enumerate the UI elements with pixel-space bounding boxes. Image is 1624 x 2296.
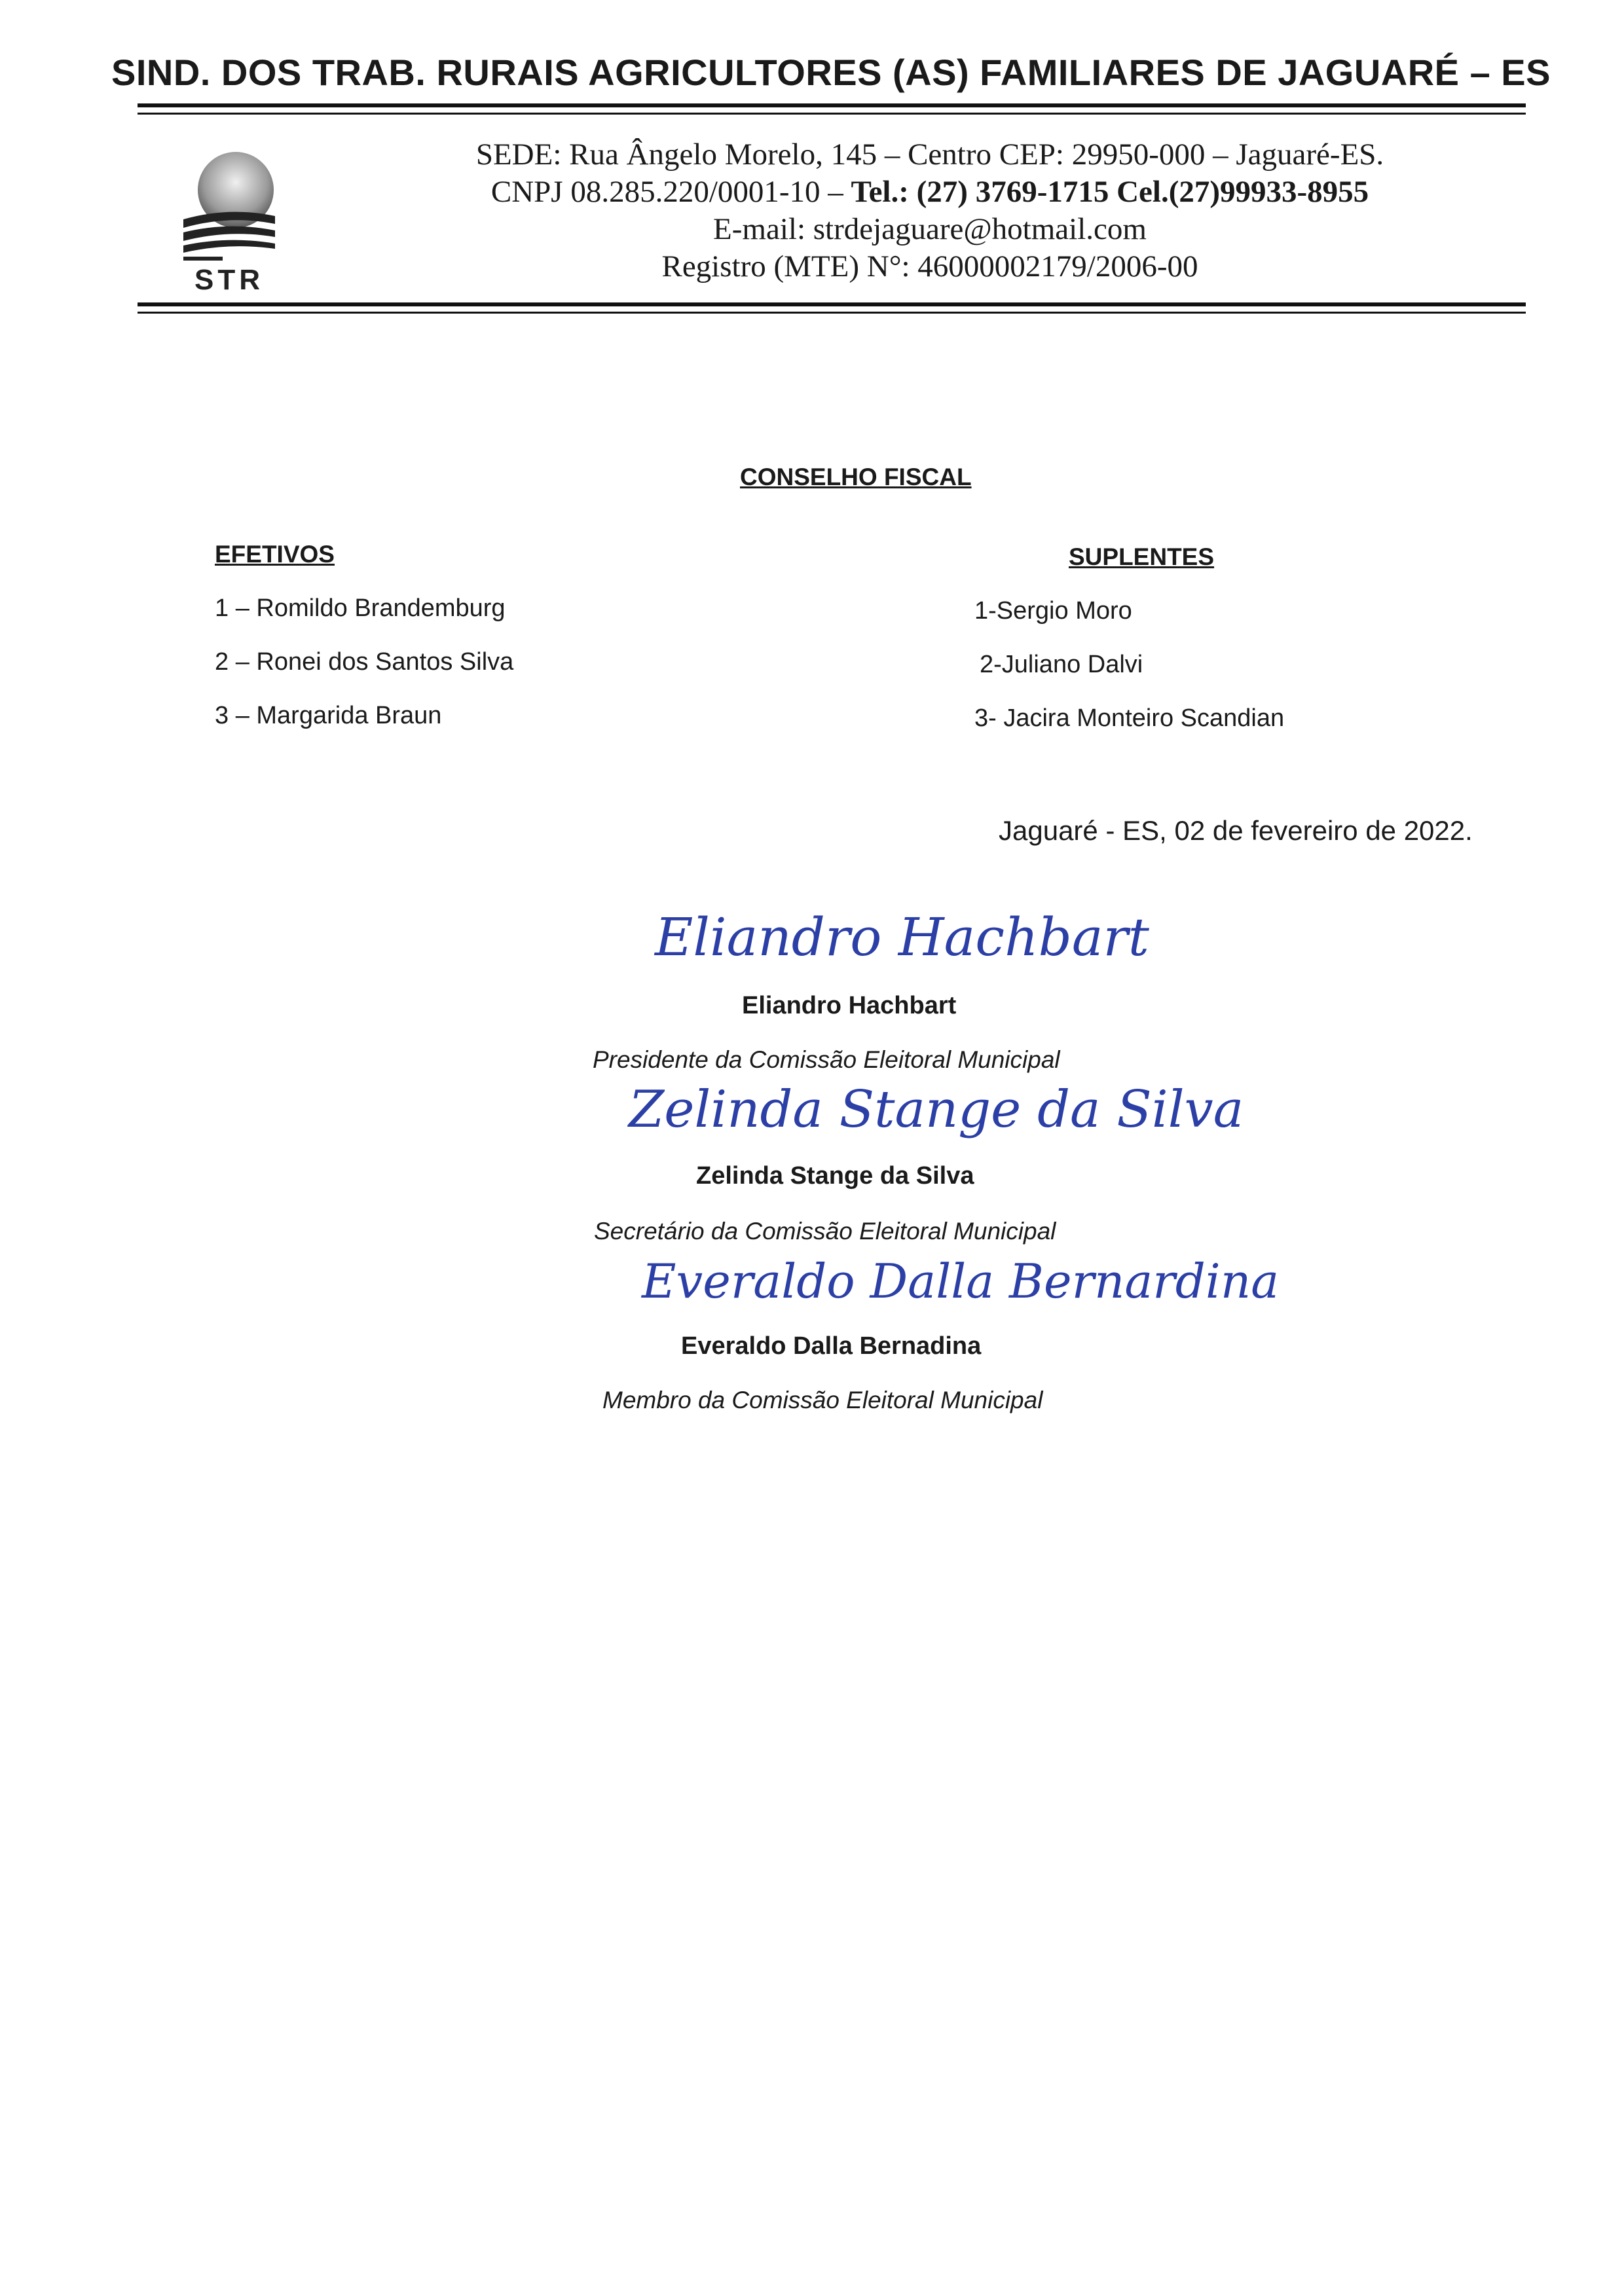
handwritten-signature: Eliandro Hachbart: [655, 907, 1149, 968]
logo-text: STR: [194, 264, 264, 295]
signatory-name: Everaldo Dalla Bernadina: [681, 1332, 982, 1360]
efetivo-member: 2 – Ronei dos Santos Silva: [215, 648, 514, 676]
signatory-role: Membro da Comissão Eleitoral Municipal: [602, 1387, 1043, 1413]
efetivos-heading: EFETIVOS: [215, 541, 335, 568]
header-cnpj: CNPJ 08.285.220/0001-10 –: [490, 175, 851, 209]
section-title: CONSELHO FISCAL: [740, 464, 972, 490]
organization-title: SIND. DOS TRAB. RURAIS AGRICULTORES (AS) FAMILIARES DE JAGUARÉ – ES: [111, 52, 1551, 93]
efetivo-member: 3 – Margarida Braun: [215, 702, 442, 729]
efetivo-member: 1 – Romildo Brandemburg: [215, 594, 506, 622]
handwritten-signature: Everaldo Dalla Bernardina: [642, 1254, 1280, 1309]
header-divider-top-thin: [138, 113, 1526, 115]
date-line: Jaguaré - ES, 02 de fevereiro de 2022.: [999, 815, 1473, 846]
header-address: SEDE: Rua Ângelo Morelo, 145 – Centro CEP: 29950-000 – Jaguaré-ES.: [475, 137, 1384, 172]
header-registro: Registro (MTE) N°: 46000002179/2006-00: [661, 249, 1198, 283]
signatory-name: Eliandro Hachbart: [742, 992, 957, 1019]
handwritten-signature: Zelinda Stange da Silva: [629, 1080, 1244, 1139]
signatory-role: Presidente da Comissão Eleitoral Municipal: [593, 1046, 1060, 1073]
header-phone: Tel.: (27) 3769-1715 Cel.(27)99933-8955: [851, 175, 1369, 209]
signatory-name: Zelinda Stange da Silva: [696, 1162, 974, 1190]
suplentes-heading: SUPLENTES: [1069, 543, 1215, 570]
str-logo: [177, 151, 282, 295]
header-divider-bottom: [138, 302, 1526, 306]
header-contact: [367, 173, 1493, 211]
suplente-member: 2-Juliano Dalvi: [980, 651, 1143, 678]
header-email: E-mail: strdejaguare@hotmail.com: [713, 212, 1147, 246]
suplente-member: 1-Sergio Moro: [974, 597, 1132, 625]
suplente-member: 3- Jacira Monteiro Scandian: [974, 704, 1285, 732]
header-divider-bottom-thin: [138, 312, 1526, 314]
signatory-role: Secretário da Comissão Eleitoral Municipal: [594, 1218, 1056, 1245]
header-divider-top: [138, 103, 1526, 107]
